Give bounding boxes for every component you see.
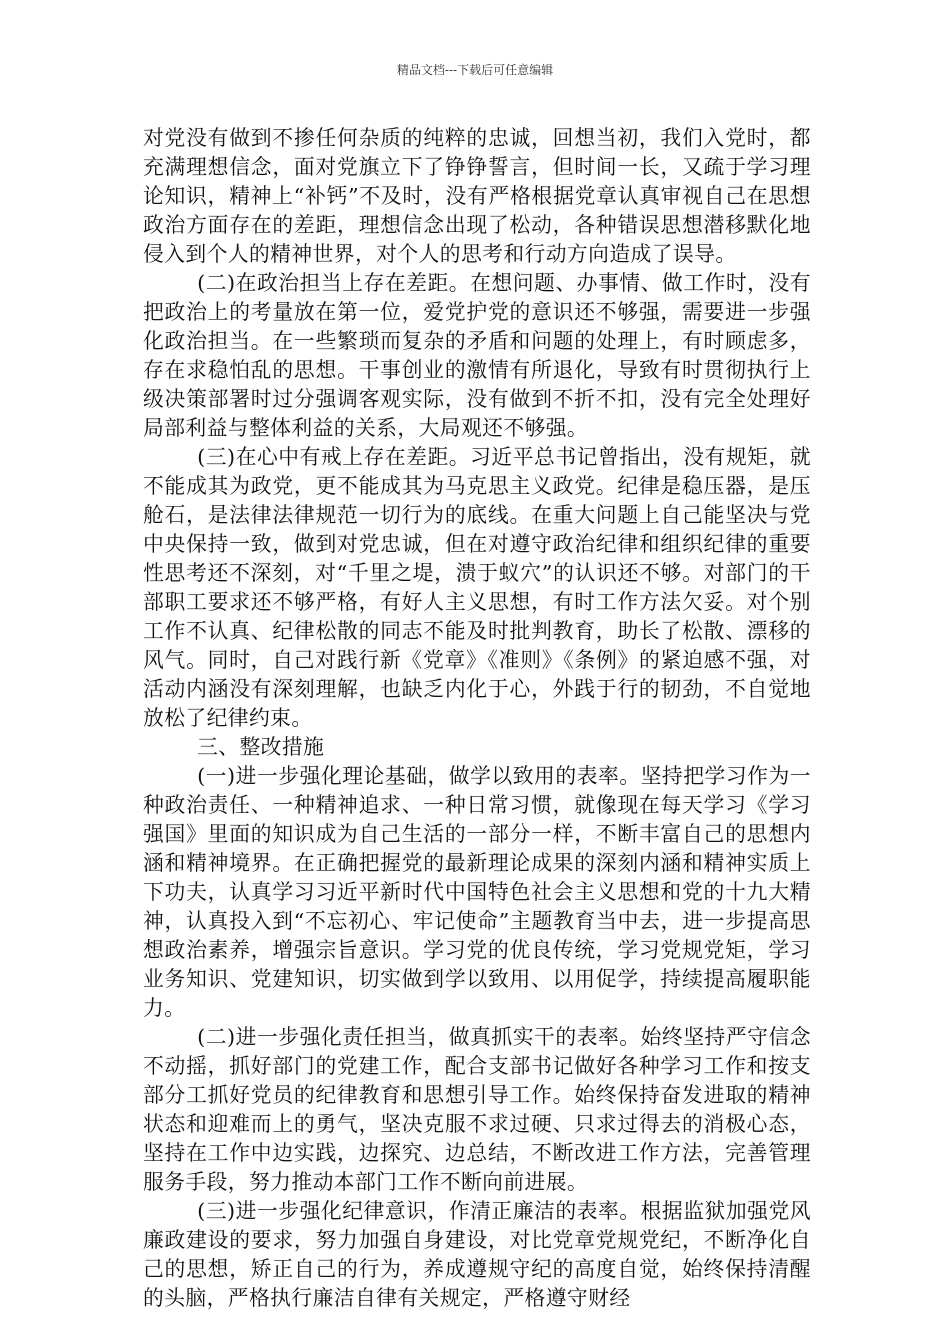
section-heading-rectification: 三、整改措施 (197, 735, 325, 759)
document-body (143, 124, 811, 1313)
paragraph-discipline-awareness: (三)在心中有戒上存在差距。习近平总书记曾指出，没有规矩，就不能成其为政党，更不能成其为马克思主义政党。纪律是稳压器，是压舱石，是法律法律规范一切行为的底线。在重大问题上自己能坚决与党中央保持一致，做到对党忠诚，但在对遵守政治纪律和组织纪律的重要性思考还不深刻，对“千里之堤，溃于蚁穴”的认识还不够。对部门的干部职工要求还不够严格，有好人主义思想，有时工作方法欠妥。对个别工作不认真、纪律松散的同志不能及时批判教育，助长了松散、漂移的风气。同时，自己对践行新《党章》《准则》《条例》的紧迫感不强，对活动内涵没有深刻理解，也缺乏内化于心，外践于行的韧劲，不自觉地放松了纪律约束。 (143, 445, 811, 730)
paragraph-measure-responsibility: (二)进一步强化责任担当，做真抓实干的表率。始终坚持严守信念不动摇，抓好部门的党建工作，配合支部书记做好各种学习工作和按支部分工抓好党员的纪律教育和思想引导工作。始终保持奋发进取的精神状态和迎难而上的勇气，坚决克服不求过硬、只求过得去的消极心态，坚持在工作中边实践，边探究、边总结，不断改进工作方法，完善管理服务手段，努力推动本部门工作不断向前进展。 (143, 1025, 811, 1194)
page-header: 精品文档---下载后可任意编辑 (396, 63, 554, 77)
paragraph-political-responsibility: (二)在政治担当上存在差距。在想问题、办事情、做工作时，没有把政治上的考量放在第一位，爱党护党的意识还不够强，需要进一步强化政治担当。在一些繁琐而复杂的矛盾和问题的处理上，有时顾虑多，存在求稳怕乱的思想。干事创业的激情有所退化，导致有时贯彻执行上级决策部署时过分强调客观实际，没有做到不折不扣，没有完全处理好局部利益与整体利益的关系，大局观还不够强。 (143, 271, 811, 440)
paragraph-measure-theory: (一)进一步强化理论基础，做学以致用的表率。坚持把学习作为一种政治责任、一种精神追求、一种日常习惯，就像现在每天学习《学习强国》里面的知识成为自己生活的一部分一样，不断丰富自己的思想内涵和精神境界。在正确把握党的最新理论成果的深刻内涵和精神实质上下功夫，认真学习习近平新时代中国特色社会主义思想和党的十九大精神，认真投入到“不忘初心、牢记使命”主题教育当中去，进一步提高思想政治素养，增强宗旨意识。学习党的优良传统，学习党规党矩，学习业务知识、党建知识，切实做到学以致用、以用促学，持续提高履职能力。 (143, 764, 811, 1020)
paragraph-loyalty-continuation: 对党没有做到不掺任何杂质的纯粹的忠诚，回想当初，我们入党时，都充满理想信念，面对党旗立下了铮铮誓言，但时间一长，又疏于学习理论知识，精神上“补钙”不及时，没有严格根据党章认真审视自己在思想政治方面存在的差距，理想信念出现了松动，各种错误思想潜移默化地侵入到个人的精神世界，对个人的思考和行动方向造成了误导。 (143, 126, 811, 266)
paragraph-measure-discipline: (三)进一步强化纪律意识，作清正廉洁的表率。根据监狱加强党风廉政建设的要求，努力加强自身建设，对比党章党规党纪，不断净化自己的思想，矫正自己的行为，养成遵规守纪的高度自觉，始终保持清醒的头脑，严格执行廉洁自律有关规定，严格遵守财经 (143, 1199, 811, 1310)
